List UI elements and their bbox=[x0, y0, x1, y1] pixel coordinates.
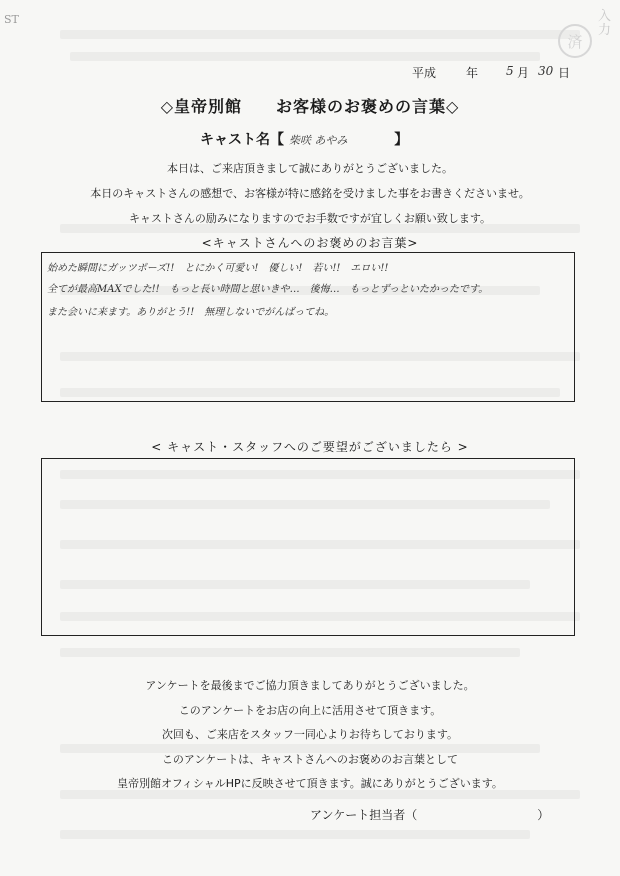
cast-name-line bbox=[200, 129, 408, 149]
show-through-line bbox=[60, 30, 580, 39]
handwritten-mark: ST bbox=[4, 13, 19, 26]
intro-line: キャストさんの励みになりますのでお手数ですが宜しくお願い致します。 bbox=[128, 212, 492, 225]
request-comment-box[interactable] bbox=[41, 458, 575, 636]
show-through-line bbox=[70, 52, 540, 61]
month-value: 5 bbox=[506, 64, 514, 78]
seal-text: 済 bbox=[567, 32, 583, 51]
closing-line: 皇帝別館オフィシャルHPに反映させて頂きます。誠にありがとうございます。 bbox=[117, 777, 503, 790]
praise-comment-box[interactable] bbox=[41, 252, 575, 402]
page-title: ◇皇帝別館 お客様のお褒めの言葉◇ bbox=[160, 97, 460, 116]
request-heading: < キャスト・スタッフへのご要望がございましたら > bbox=[151, 440, 469, 454]
era-label: 平成 bbox=[412, 66, 437, 80]
intro-line: 本日は、ご来店頂きまして誠にありがとうございました。 bbox=[167, 162, 453, 175]
processed-seal bbox=[558, 24, 592, 58]
intro-line: 本日のキャストさんの感想で、お客様が特に感銘を受けました事をお書きくださいませ。 bbox=[90, 187, 530, 200]
closing-line: 次回も、ご来店をスタッフ一同心よりお待ちしております。 bbox=[161, 728, 459, 741]
praise-comment-line: 始めた瞬間にガッツポーズ!! とにかく可愛い! 優しい! 若い!! エロい!! bbox=[47, 263, 389, 274]
closing-line: このアンケートをお店の向上に活用させて頂きます。 bbox=[178, 703, 442, 717]
closing-line: アンケートを最後までご協力頂きましてありがとうございました。 bbox=[145, 679, 475, 692]
input-stamp: 入 力 bbox=[598, 9, 612, 38]
cast-name-label: キャスト名【 bbox=[200, 132, 284, 148]
year-unit: 年 bbox=[466, 66, 479, 80]
day-unit: 日 bbox=[558, 66, 571, 80]
staff-line bbox=[310, 806, 549, 823]
praise-comment-line: また会いに来ます。ありがとう!! 無理しないでがんばってね。 bbox=[47, 307, 335, 318]
staff-label: アンケート担当者（ bbox=[310, 808, 418, 822]
closing-text bbox=[0, 674, 620, 797]
intro-text bbox=[0, 156, 620, 231]
day-value: 30 bbox=[538, 64, 554, 78]
closing-line: このアンケートは、キャストさんへのお褒めのお言葉として bbox=[161, 752, 459, 766]
staff-close: ） bbox=[537, 808, 550, 822]
cast-name-value: 柴咲 あやみ bbox=[288, 134, 348, 147]
show-through-line bbox=[60, 830, 530, 839]
praise-comment-line: 全てが最高MAXでした!! もっと長い時間と思いきや… 後悔… もっとずっといたかったです。 bbox=[47, 284, 489, 295]
show-through-line bbox=[60, 648, 520, 657]
month-unit: 月 bbox=[517, 66, 530, 80]
praise-heading: <キャストさんへのお褒めのお言葉> bbox=[201, 236, 419, 250]
cast-name-close: 】 bbox=[394, 132, 409, 148]
